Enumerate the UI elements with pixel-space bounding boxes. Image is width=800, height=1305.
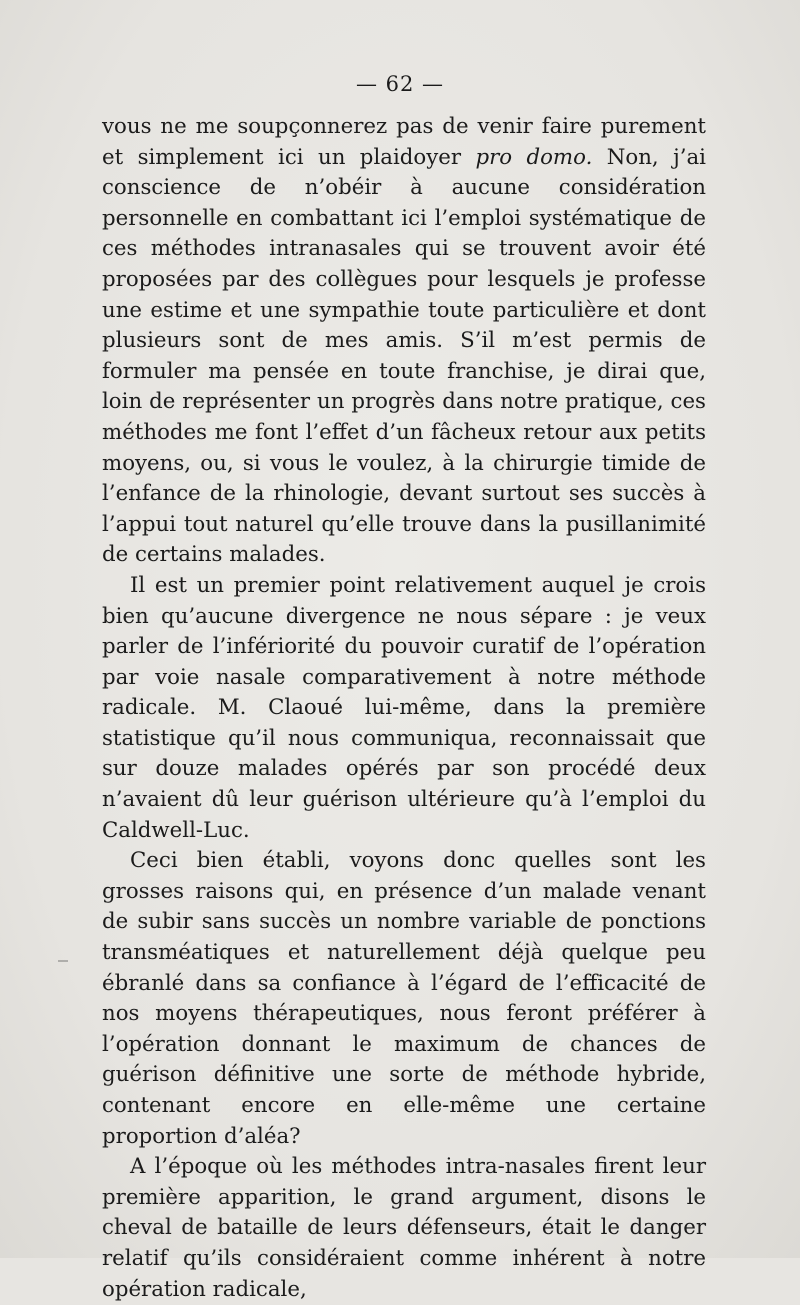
paragraph-3: Ceci bien établi, voyons donc quelles sont les grosses raisons qui, en présence d’un malade venant de subir sans succès un nombre variable de ponctions transméatiques et naturellement déjà quelque peu ébranlé dans sa confiance à l’égard de l’efficacité de nos moyens thérapeutiques, nous feront préférer à l’opération donnant le maximum de chances de guérison définitive une sorte de méthode hybride, contenant encore en elle-même une certaine proportion d’aléa? (102, 848, 706, 1149)
paragraph-2: Il est un premier point relativement auquel je crois bien qu’aucune divergence ne nous sépare : je veux parler de l’infériorité du pouvoir curatif de l’opération par voie nasale comparativement à notre méthode radicale. M. Claoué lui-même, dans la première statistique qu’il nous communiqua, reconnaissait que sur douze malades opérés par son procédé deux n’avaient dû leur guérison ultérieure qu’à l’emploi du Caldwell-Luc. (102, 572, 706, 843)
paragraph-4: A l’époque où les méthodes intra-nasales firent leur première apparition, le grand argument, disons le cheval de bataille de leurs défenseurs, était le danger relatif qu’ils considéraient comme inhérent à notre opération radicale, (102, 1154, 706, 1302)
paragraph-1 (102, 112, 706, 571)
page-number: — 62 — (355, 72, 445, 96)
italic-phrase: pro domo. (475, 144, 593, 170)
paragraph-1-start: vous ne me soupçonnerez pas de venir faire purement et simplement ici un plaidoyer (102, 114, 706, 170)
scan-mark (58, 960, 68, 962)
body-text (102, 112, 706, 1305)
paragraph-1-rest: Non, j’ai conscience de n’obéir à aucune considération personnelle en combattant ici l’emploi systématique de ces méthodes intranasales qui se trouvent avoir été proposées par des collègues pour lesquels je professe une estime et une sympathie toute particulière et dont plusieurs sont de mes amis. S’il m’est permis de formuler ma pensée en toute franchise, je dirai que, loin de représenter un progrès dans notre pratique, ces méthodes me font l’effet d’un fâcheux retour aux petits moyens, ou, si vous le voulez, à la chirurgie timide de l’enfance de la rhinologie, devant surtout ses succès à l’appui tout naturel qu’elle trouve dans la pusillanimité de certains malades. (102, 144, 706, 568)
